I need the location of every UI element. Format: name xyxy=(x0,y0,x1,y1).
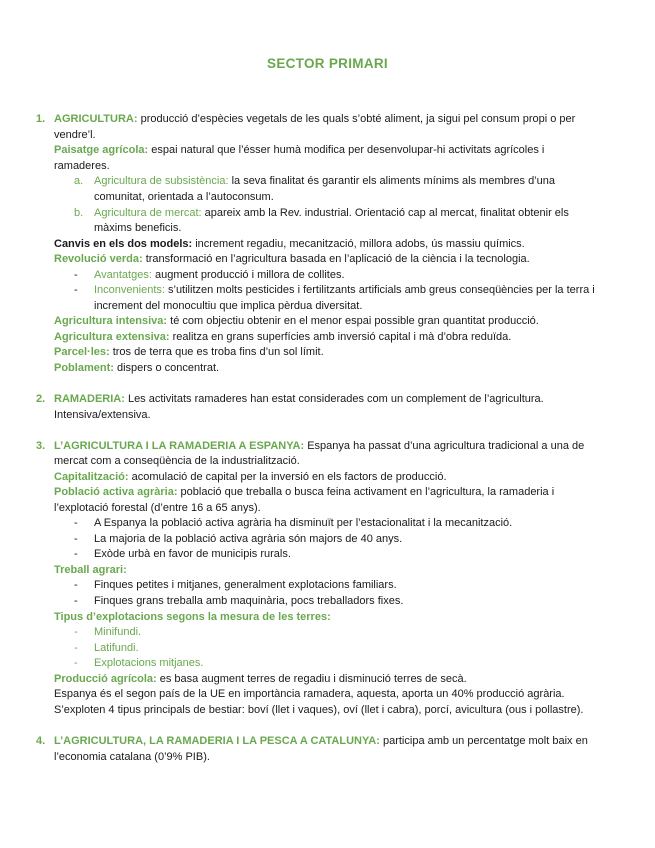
section-3-heading-line xyxy=(54,438,584,454)
dash-marker: - xyxy=(74,579,78,591)
item-a-label: Agricultura de subsistència: xyxy=(94,175,229,187)
dash-marker: - xyxy=(74,269,78,281)
item-a-text: la seva finalitat és garantir els aliments mínims als membres d’una xyxy=(228,175,555,187)
section-3-text: Espanya ha passat d’una agricultura tradicional a una de xyxy=(304,440,585,452)
dash-marker: - xyxy=(74,642,78,654)
section-4-number: 4. xyxy=(36,735,46,747)
section-4-text-cont: l’economia catalana (0’9% PIB). xyxy=(54,751,210,763)
poblacio-text-cont: l’explotació forestal (d’entre 16 a 65 anys). xyxy=(54,502,261,514)
paisatge-label: Paisatge agrícola: xyxy=(54,144,149,156)
item-b-line xyxy=(94,205,569,221)
poblament-line xyxy=(54,360,219,376)
canvis-text: increment regadiu, mecanització, millora adobs, ús massiu químics. xyxy=(192,238,525,250)
section-2-heading: RAMADERIA: xyxy=(54,393,125,405)
poblament-label: Poblament: xyxy=(54,362,114,374)
tipus-label: Tipus d’explotacions segons la mesura de les terres: xyxy=(54,611,331,623)
dash-marker: - xyxy=(74,626,78,638)
list-item: Minifundi. xyxy=(94,626,142,638)
parceles-label: Parcel·les: xyxy=(54,346,110,358)
section-1-heading: AGRICULTURA: xyxy=(54,113,138,125)
parceles-line xyxy=(54,344,324,360)
inconvenients-line xyxy=(94,282,595,298)
revolucio-label: Revolució verda: xyxy=(54,253,143,265)
extensiva-label: Agricultura extensiva: xyxy=(54,331,170,343)
section-1-text-cont: vendre’l. xyxy=(54,129,96,141)
section-4-text: participa amb un percentatge molt baix en xyxy=(379,735,588,747)
avantatges-text: augment producció i millora de collites. xyxy=(151,269,345,281)
dash-marker: - xyxy=(74,657,78,669)
dash-marker: - xyxy=(74,284,78,296)
canvis-line xyxy=(54,236,525,252)
dash-marker: - xyxy=(74,595,78,607)
extensiva-text: realitza en grans superfícies amb inversió capital i mà d’obra reduïda. xyxy=(169,331,512,343)
revolucio-line xyxy=(54,251,530,267)
section-2-text: Les activitats ramaderes han estat considerades com un complement de l’agricultura. xyxy=(124,393,544,405)
dash-marker: - xyxy=(74,533,78,545)
item-b-marker: b. xyxy=(74,207,84,219)
capitalitzacio-line xyxy=(54,469,447,485)
paisatge-text-cont: ramaderes. xyxy=(54,160,110,172)
list-item: La majoria de la població activa agrària són majors de 40 anys. xyxy=(94,533,403,545)
dash-marker: - xyxy=(74,517,78,529)
intensiva-line xyxy=(54,313,539,329)
page-title: SECTOR PRIMARI xyxy=(267,56,388,71)
inconvenients-label: Inconvenients: xyxy=(94,284,165,296)
capitalitzacio-text: acomulació de capital per la inversió en els factors de producció. xyxy=(128,471,447,483)
paisatge-line xyxy=(54,142,544,158)
produccio-label: Producció agrícola: xyxy=(54,673,157,685)
section-1-number: 1. xyxy=(36,113,46,125)
item-b-text-cont: màxims beneficis. xyxy=(94,222,182,234)
extensiva-line xyxy=(54,329,511,345)
list-item: Finques grans treballa amb maquinària, pocs treballadors fixes. xyxy=(94,595,404,607)
list-item: Exòde urbà en favor de municipis rurals. xyxy=(94,548,291,560)
inconvenients-text: s’utilitzen molts pesticides i fertilitzants artificials amb greus conseqüències per la terra i xyxy=(164,284,595,296)
inconvenients-text-cont: increment del monocultiu que implica pèrdua diversitat. xyxy=(94,300,363,312)
poblacio-label: Població activa agrària: xyxy=(54,486,178,498)
item-b-text: apareix amb la Rev. industrial. Orientació cap al mercat, finalitat obtenir els xyxy=(201,207,569,219)
section-1-heading-line xyxy=(54,111,575,127)
paisatge-text: espai natural que l’ésser humà modifica per desenvolupar-hi activitats agrícoles i xyxy=(148,144,545,156)
section-2-text-cont: Intensiva/extensiva. xyxy=(54,409,151,421)
list-item: A Espanya la població activa agrària ha disminuït per l’estacionalitat i la mecanització. xyxy=(94,517,513,529)
list-item: Finques petites i mitjanes, generalment explotacions familiars. xyxy=(94,579,397,591)
section-4-heading: L’AGRICULTURA, LA RAMADERIA I LA PESCA A CATALUNYA: xyxy=(54,735,380,747)
section-3-heading: L’AGRICULTURA I LA RAMADERIA A ESPANYA: xyxy=(54,440,305,452)
section-4-heading-line xyxy=(54,733,588,749)
list-item: Latifundi. xyxy=(94,642,139,654)
section-3-number: 3. xyxy=(36,440,46,452)
dash-marker: - xyxy=(74,548,78,560)
poblacio-text: població que treballa o busca feina activament en l’agricultura, la ramaderia i xyxy=(177,486,555,498)
produccio-text: es basa augment terres de regadiu i disminució terres de secà. xyxy=(156,673,467,685)
item-b-label: Agricultura de mercat: xyxy=(94,207,202,219)
section-2-number: 2. xyxy=(36,393,46,405)
item-a-text-cont: comunitat, orientada a l’autoconsum. xyxy=(94,191,274,203)
avantatges-line xyxy=(94,267,345,283)
item-a-line xyxy=(94,173,555,189)
parceles-text: tros de terra que es troba fins d’un sol límit. xyxy=(109,346,324,358)
bestiar-line: S’exploten 4 tipus principals de bestiar: boví (llet i vaques), oví (llet i cabra), porcí, avicultura (ous i pollastre). xyxy=(54,704,584,716)
item-a-marker: a. xyxy=(74,175,84,187)
produccio-line xyxy=(54,671,467,687)
section-1-text: producció d’espècies vegetals de les quals s’obté aliment, ja sigui pel consum propi o per xyxy=(137,113,576,125)
intensiva-text: té com objectiu obtenir en el menor espai possible gran quantitat producció. xyxy=(167,315,539,327)
canvis-label: Canvis en els dos models: xyxy=(54,238,193,250)
treball-label: Treball agrari: xyxy=(54,564,127,576)
avantatges-label: Avantatges: xyxy=(94,269,152,281)
capitalitzacio-label: Capitalització: xyxy=(54,471,129,483)
ue-line: Espanya és el segon país de la UE en importància ramadera, aquesta, aporta un 40% producció agrària. xyxy=(54,688,565,700)
poblament-text: dispers o concentrat. xyxy=(113,362,220,374)
section-2-heading-line xyxy=(54,391,544,407)
revolucio-text: transformació en l’agricultura basada en l’aplicació de la ciència i la tecnologia. xyxy=(142,253,530,265)
list-item: Explotacions mitjanes. xyxy=(94,657,204,669)
poblacio-line xyxy=(54,484,554,500)
intensiva-label: Agricultura intensiva: xyxy=(54,315,168,327)
section-3-text-cont: mercat com a conseqüència de la industrialització. xyxy=(54,455,300,467)
